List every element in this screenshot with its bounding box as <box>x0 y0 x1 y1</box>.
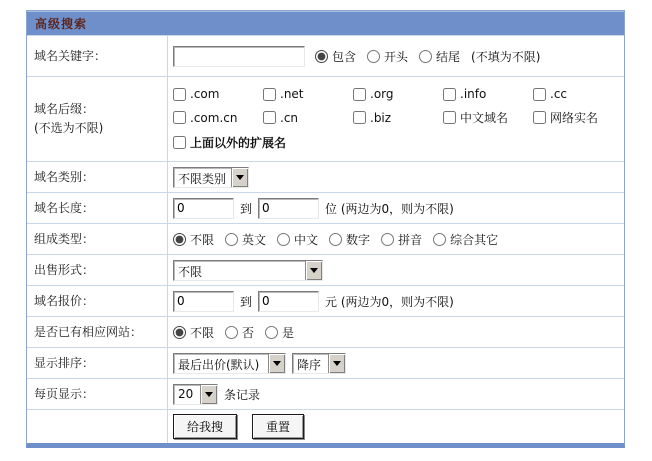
keyword-hint: (不填为不限) <box>471 49 541 64</box>
category-select-value: 不限类别 <box>178 171 227 186</box>
category-select[interactable] <box>173 167 249 188</box>
compose-chinese-label: 中文 <box>294 232 319 247</box>
suffix-netname-checkbox[interactable] <box>533 111 546 124</box>
compose-mixed-label: 综合其它 <box>450 232 499 247</box>
suffix-info-checkbox[interactable] <box>443 88 456 101</box>
suffix-cc-label: .cc <box>550 87 568 101</box>
suffix-comcn-checkbox[interactable] <box>173 111 186 124</box>
length-to-input[interactable] <box>258 198 319 219</box>
compose-digit-option[interactable] <box>329 231 370 248</box>
suffix-net-checkbox[interactable] <box>263 88 276 101</box>
suffix-chinese-domain-checkbox[interactable] <box>443 111 456 124</box>
chevron-down-icon <box>268 354 285 373</box>
suffix-com-checkbox[interactable] <box>173 88 186 101</box>
row-compose <box>27 223 624 254</box>
website-yes-radio[interactable] <box>265 326 278 339</box>
website-any-radio[interactable] <box>173 326 186 339</box>
compose-english-label: 英文 <box>242 232 267 247</box>
suffix-chinese-domain-option[interactable] <box>443 109 533 126</box>
perpage-select[interactable] <box>173 384 218 405</box>
suffix-other-label: 上面以外的扩展名 <box>190 136 287 150</box>
sale-select[interactable] <box>173 260 323 281</box>
compose-pinyin-radio[interactable] <box>381 233 394 246</box>
website-label: 是否已有相应网站： <box>34 324 143 339</box>
suffix-cn-label: .cn <box>280 110 299 125</box>
keyword-contains-label: 包含 <box>332 49 357 64</box>
website-no-option[interactable] <box>225 324 254 341</box>
price-from-input[interactable] <box>173 291 234 312</box>
row-category <box>27 161 624 192</box>
suffix-cn-checkbox[interactable] <box>263 111 276 124</box>
compose-english-option[interactable] <box>225 231 266 248</box>
compose-any-label: 不限 <box>190 232 215 247</box>
length-label: 域名长度： <box>34 200 95 215</box>
website-no-label: 否 <box>242 325 255 340</box>
panel-header <box>27 11 624 35</box>
search-button[interactable]: 给我搜 <box>173 414 237 439</box>
sale-select-value: 不限 <box>178 264 203 279</box>
suffix-cc-checkbox[interactable] <box>533 88 546 101</box>
compose-chinese-radio[interactable] <box>277 233 290 246</box>
suffix-netname-option[interactable] <box>533 109 598 126</box>
row-website <box>27 316 624 347</box>
compose-english-radio[interactable] <box>225 233 238 246</box>
compose-chinese-option[interactable] <box>277 231 318 248</box>
suffix-chinese-domain-label: 中文域名 <box>460 111 509 125</box>
suffix-com-option[interactable] <box>173 87 263 101</box>
compose-mixed-radio[interactable] <box>433 233 446 246</box>
suffix-cc-option[interactable] <box>533 87 567 101</box>
suffix-biz-option[interactable] <box>353 111 443 125</box>
suffix-com-label: .com <box>190 87 220 101</box>
sort-field-select-value: 最后出价(默认) <box>178 357 260 372</box>
keyword-starts-label: 开头 <box>384 49 409 64</box>
advanced-search-panel <box>26 10 625 448</box>
compose-pinyin-label: 拼音 <box>398 232 423 247</box>
suffix-info-label: .info <box>460 87 487 101</box>
perpage-select-value: 20 <box>178 386 194 401</box>
compose-digit-label: 数字 <box>346 232 371 247</box>
suffix-cn-option[interactable] <box>263 111 353 125</box>
suffix-netname-label: 网络实名 <box>550 111 599 125</box>
chevron-down-icon <box>231 168 248 187</box>
keyword-contains-option[interactable] <box>315 48 356 65</box>
price-to-input[interactable] <box>258 291 319 312</box>
website-yes-option[interactable] <box>265 324 294 341</box>
sort-label: 显示排序： <box>34 355 95 370</box>
page-title: 高级搜索 <box>35 16 88 31</box>
suffix-org-checkbox[interactable] <box>353 88 366 101</box>
row-sale <box>27 254 624 285</box>
website-no-radio[interactable] <box>225 326 238 339</box>
suffix-label-hint: (不选为不限) <box>34 121 104 135</box>
length-from-input[interactable] <box>173 198 234 219</box>
row-keyword <box>27 35 624 76</box>
compose-mixed-option[interactable] <box>433 231 498 248</box>
length-hint: 位 (两边为0，则为不限) <box>325 201 454 216</box>
suffix-biz-label: .biz <box>370 110 392 125</box>
sort-direction-select-value: 降序 <box>297 357 322 372</box>
perpage-suffix: 条记录 <box>224 387 261 402</box>
suffix-net-label: .net <box>280 87 304 101</box>
row-price <box>27 285 624 316</box>
compose-any-radio[interactable] <box>173 233 186 246</box>
suffix-info-option[interactable] <box>443 87 533 101</box>
keyword-ends-label: 结尾 <box>436 49 461 64</box>
keyword-ends-radio[interactable] <box>419 50 432 63</box>
website-yes-label: 是 <box>282 325 295 340</box>
chevron-down-icon <box>328 354 345 373</box>
compose-any-option[interactable] <box>173 231 214 248</box>
keyword-label: 域名关键字： <box>34 48 107 63</box>
reset-button[interactable]: 重置 <box>252 414 304 439</box>
suffix-other-option[interactable] <box>173 134 286 151</box>
suffix-comcn-label: .com.cn <box>190 110 238 125</box>
row-sort <box>27 347 624 378</box>
keyword-input[interactable] <box>173 46 305 67</box>
suffix-net-option[interactable] <box>263 87 353 101</box>
compose-label: 组成类型： <box>34 231 95 246</box>
suffix-label: 域名后缀： <box>34 102 95 117</box>
suffix-comcn-option[interactable] <box>173 111 263 125</box>
chevron-down-icon <box>200 385 217 404</box>
suffix-org-option[interactable] <box>353 87 443 101</box>
suffix-org-label: .org <box>370 87 394 101</box>
row-perpage <box>27 378 624 409</box>
row-length <box>27 192 624 223</box>
price-label: 域名报价： <box>34 293 95 308</box>
length-to-word: 到 <box>240 201 253 216</box>
website-any-label: 不限 <box>190 325 215 340</box>
website-any-option[interactable] <box>173 324 214 341</box>
chevron-down-icon <box>305 261 322 280</box>
price-hint: 元 (两边为0，则为不限) <box>325 294 454 309</box>
suffix-biz-checkbox[interactable] <box>353 111 366 124</box>
suffix-other-checkbox[interactable] <box>173 136 186 149</box>
sort-field-select[interactable] <box>173 353 286 374</box>
category-label: 域名类别： <box>34 169 95 184</box>
keyword-starts-option[interactable] <box>367 48 408 65</box>
keyword-contains-radio[interactable] <box>315 50 328 63</box>
keyword-ends-option[interactable] <box>419 48 460 65</box>
keyword-starts-radio[interactable] <box>367 50 380 63</box>
compose-pinyin-option[interactable] <box>381 231 422 248</box>
perpage-label: 每页显示： <box>34 386 95 401</box>
sale-label: 出售形式： <box>34 262 95 277</box>
compose-digit-radio[interactable] <box>329 233 342 246</box>
row-suffix <box>27 76 624 161</box>
row-buttons <box>27 409 624 443</box>
price-to-word: 到 <box>240 294 253 309</box>
sort-direction-select[interactable] <box>292 353 346 374</box>
